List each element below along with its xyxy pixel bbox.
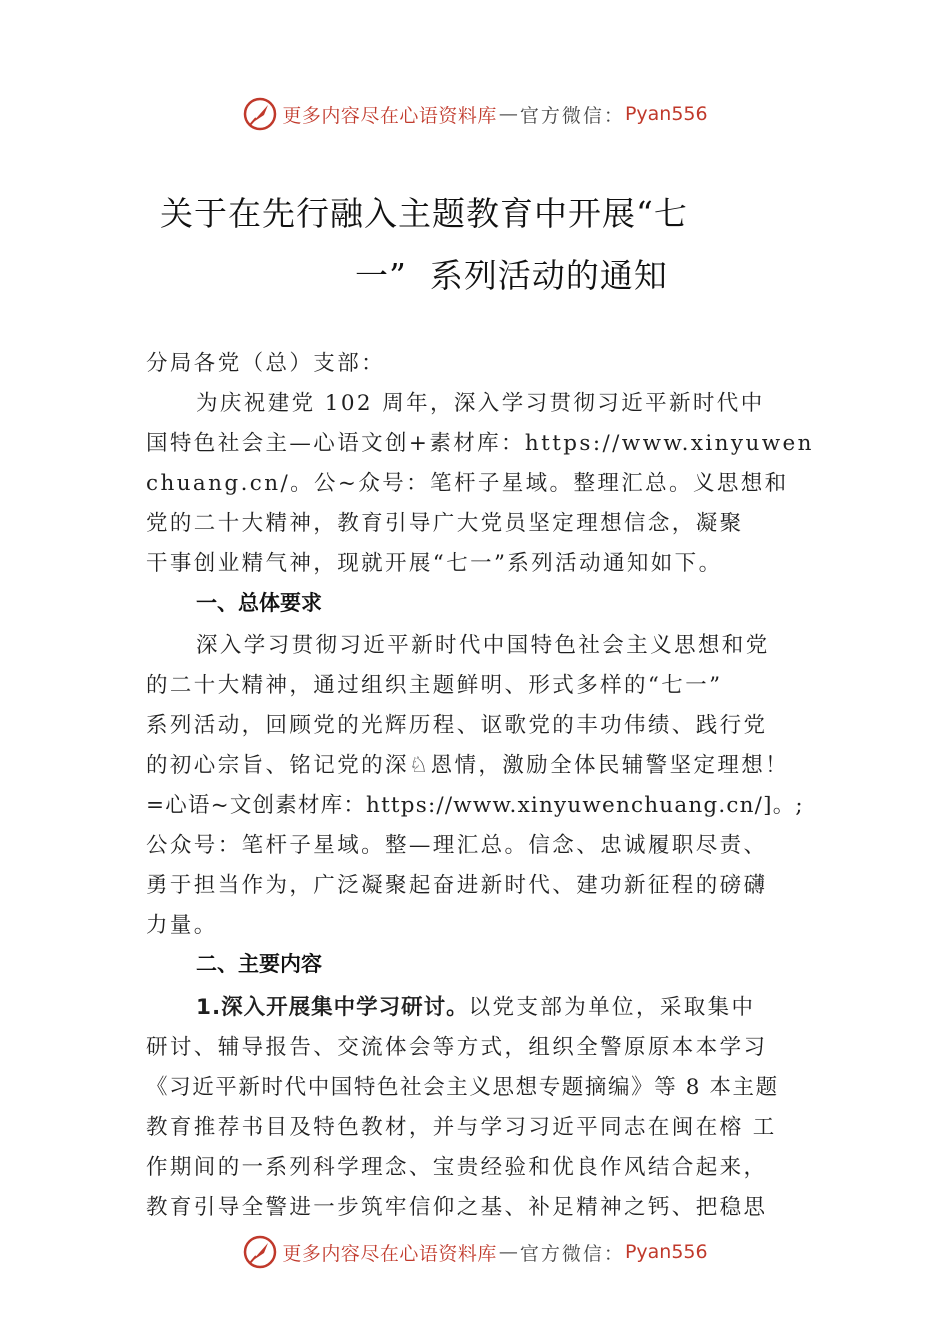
banner-wechat-id: Pyan556 bbox=[624, 103, 708, 125]
item-lead-rest: 以党支部为单位，采取集中 bbox=[468, 995, 756, 1020]
header-banner bbox=[0, 94, 950, 134]
paragraph-line: 勇于担当作为，广泛凝聚起奋进新时代、建功新征程的磅礴 bbox=[146, 873, 768, 898]
paragraph-line: 力量。 bbox=[146, 913, 218, 938]
document-title-line-2: 一” 系列活动的通知 bbox=[355, 256, 668, 295]
footer-banner bbox=[0, 1232, 950, 1272]
paragraph-line: 教育推荐书目及特色教材，并与学习习近平同志在闽在榕 工 bbox=[146, 1115, 777, 1140]
paragraph-line bbox=[196, 990, 755, 1021]
paragraph-line: 系列活动，回顾党的光辉历程、讴歌党的丰功伟绩、践行党 bbox=[146, 713, 768, 738]
paragraph-line: 深入学习贯彻习近平新时代中国特色社会主义思想和党 bbox=[196, 633, 770, 658]
paragraph-line: chuang.cn/。公~众号：笔杆子星域。整理汇总。义思想和 bbox=[146, 471, 789, 496]
section-heading-2: 二、主要内容 bbox=[196, 952, 322, 976]
paragraph-line: 的二十大精神，通过组织主题鲜明、形式多样的“七一” bbox=[146, 673, 723, 698]
item-lead-bold: 1.深入开展集中学习研讨。 bbox=[196, 995, 469, 1020]
banner-brand-text: 更多内容尽在心语资料库 bbox=[282, 104, 497, 127]
banner-wechat-label: 官方微信： bbox=[519, 104, 625, 127]
paragraph-line: 研讨、辅导报告、交流体会等方式，组织全警原原本本学习 bbox=[146, 1035, 768, 1060]
paragraph-line: 公众号：笔杆子星域。整—理汇总。信念、忠诚履职尽责、 bbox=[146, 833, 768, 858]
paragraph-line: 教育引导全警进一步筑牢信仰之基、补足精神之钙、把稳思 bbox=[146, 1195, 768, 1220]
quill-logo-icon bbox=[242, 1234, 278, 1270]
paragraph-line: 干事创业精气神，现就开展“七一”系列活动通知如下。 bbox=[146, 551, 723, 576]
paragraph-line: 为庆祝建党 102 周年，深入学习贯彻习近平新时代中 bbox=[196, 391, 765, 416]
banner-wechat-id: Pyan556 bbox=[624, 1241, 708, 1263]
paragraph-line: =心语~文创素材库：https://www.xinyuwenchuang.cn/]。; bbox=[146, 793, 804, 818]
banner-wechat-label: 官方微信： bbox=[519, 1242, 625, 1265]
quill-logo-icon bbox=[242, 96, 278, 132]
banner-dash: — bbox=[498, 1241, 518, 1263]
paragraph-line: 国特色社会主—心语文创+素材库：https://www.xinyuwen bbox=[146, 431, 814, 456]
salutation: 分局各党（总）支部： bbox=[146, 351, 386, 376]
section-heading-1: 一、总体要求 bbox=[196, 591, 322, 615]
paragraph-line: 的初心宗旨、铭记党的深♘恩情，激励全体民辅警坚定理想！ bbox=[146, 753, 790, 778]
document-title-line-1: 关于在先行融入主题教育中开展“七 bbox=[160, 194, 688, 233]
paragraph-line: 《习近平新时代中国特色社会主义思想专题摘编》等 8 本主题 bbox=[146, 1075, 779, 1100]
paragraph-line: 党的二十大精神，教育引导广大党员坚定理想信念，凝聚 bbox=[146, 511, 744, 536]
paragraph-line: 作期间的一系列科学理念、宝贵经验和优良作风结合起来， bbox=[146, 1155, 768, 1180]
banner-brand-text: 更多内容尽在心语资料库 bbox=[282, 1242, 497, 1265]
banner-dash: — bbox=[498, 103, 518, 125]
